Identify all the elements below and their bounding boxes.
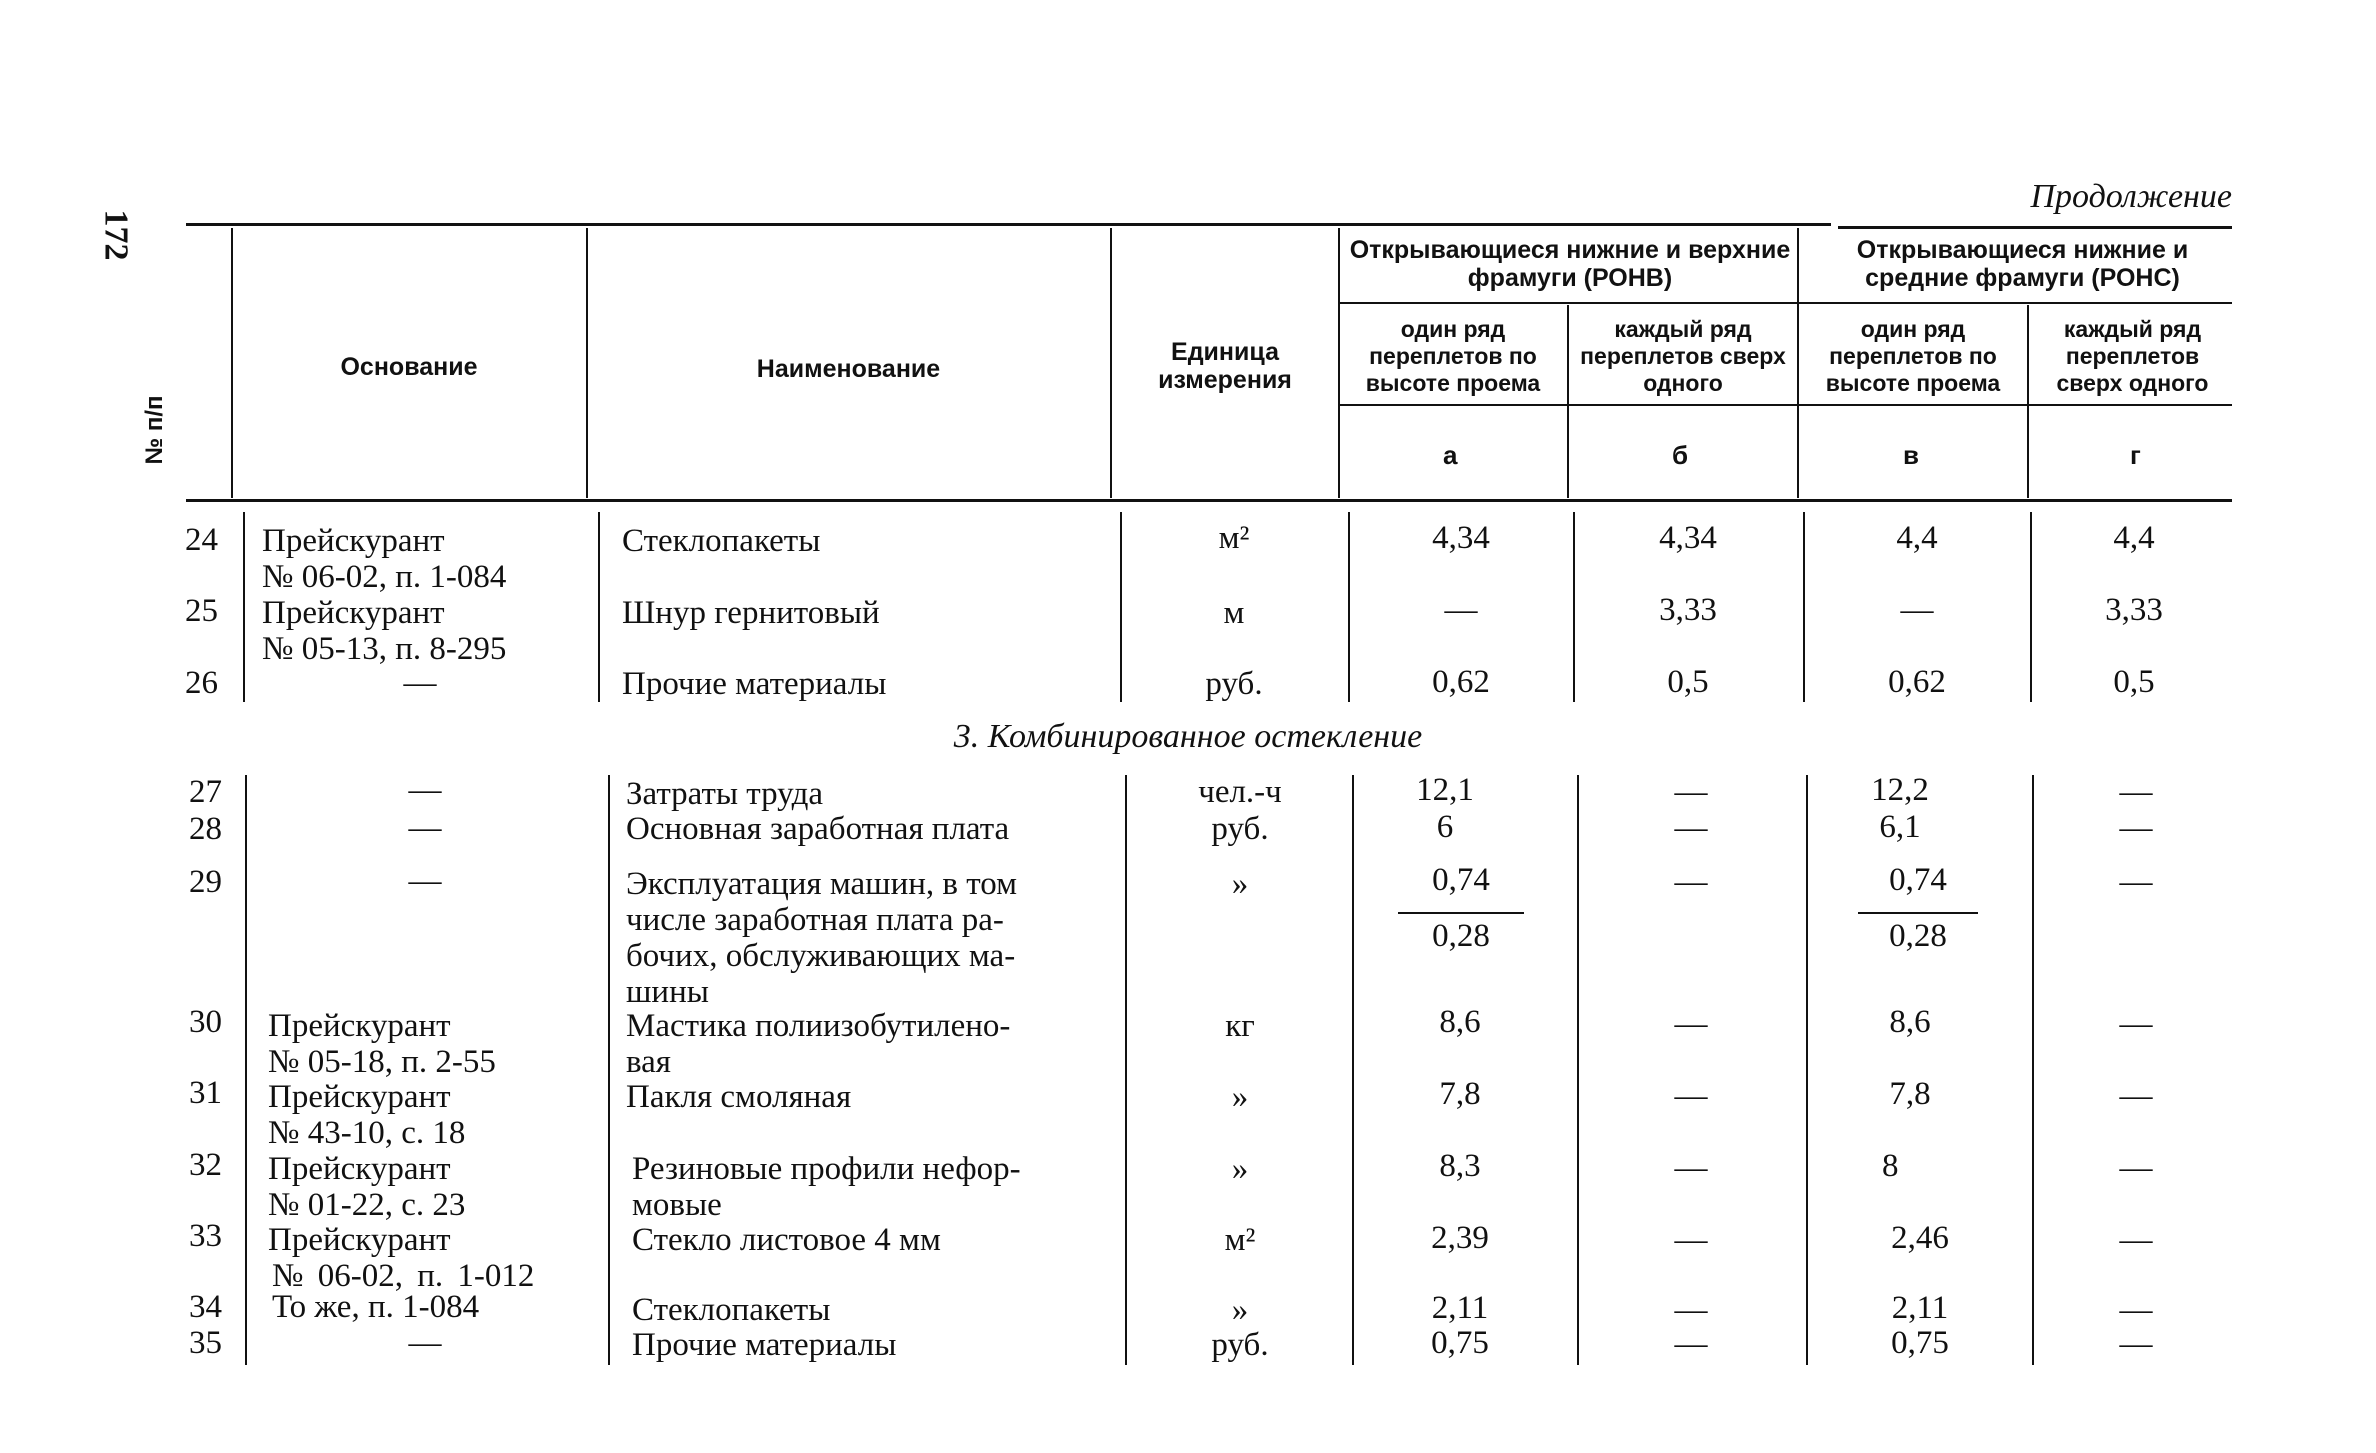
basis-line: — [408, 863, 442, 899]
value-b: — [1674, 1292, 1708, 1328]
table-top-rule [186, 223, 1831, 226]
item-name-line: Резиновые профили нефор- [632, 1151, 1021, 1187]
column-letter-b: б [1672, 440, 1689, 470]
item-name: Прочие материалы [632, 1327, 897, 1363]
item-name: Стеклопакеты [622, 523, 821, 559]
row-number: 31 [189, 1075, 222, 1111]
row-number: 27 [189, 774, 222, 810]
basis-line: № 43-10, с. 18 [268, 1115, 466, 1151]
item-name: Шнур гернитовый [622, 595, 880, 631]
value-v: 2,46 [1891, 1220, 1949, 1256]
fraction-bar [1398, 912, 1524, 914]
fraction-numerator: 0,74 [1432, 862, 1490, 898]
basis-line: — [408, 1325, 442, 1361]
basis-line: То же, п. 1-084 [272, 1289, 480, 1325]
value-g: 0,5 [2113, 664, 2155, 700]
unit-value: м² [1224, 1222, 1256, 1258]
basis-line: Прейскурант [268, 1079, 451, 1115]
value-b: — [1674, 1006, 1708, 1042]
row-number: 33 [189, 1218, 222, 1254]
value-g: — [2119, 1292, 2153, 1328]
item-name-line: числе заработная плата ра- [626, 902, 1004, 938]
value-a: 7,8 [1439, 1076, 1481, 1112]
value-a: 8,6 [1439, 1004, 1481, 1040]
value-b: — [1674, 864, 1708, 900]
value-b: — [1674, 1326, 1708, 1362]
column-letter-a: а [1443, 440, 1458, 470]
unit-value: » [1231, 1151, 1249, 1187]
row-number: 28 [189, 811, 222, 847]
basis-line: № 05-13, п. 8-295 [262, 631, 507, 667]
column-letter-g: г [2130, 440, 2141, 470]
unit-value: » [1231, 866, 1249, 902]
body-divider [598, 512, 600, 702]
item-name: Основная заработная плата [626, 811, 1010, 847]
row-number: 29 [189, 864, 222, 900]
value-v: 0,75 [1891, 1325, 1949, 1361]
basis-line: Прейскурант [262, 523, 445, 559]
value-a: 0,62 [1432, 664, 1490, 700]
basis-line: № 01-22, с. 23 [268, 1187, 466, 1223]
column-letter-v: в [1903, 440, 1919, 470]
body-divider [1352, 775, 1354, 1365]
unit-value: кг [1225, 1008, 1255, 1044]
item-name: Прочие материалы [622, 666, 887, 702]
body-divider [2030, 512, 2032, 702]
value-b: — [1674, 1222, 1708, 1258]
body-divider [1806, 775, 1808, 1365]
body-divider [1348, 512, 1350, 702]
value-g: 4,4 [2113, 520, 2155, 556]
basis-header: Основание [340, 353, 478, 381]
section-title: 3. Комбинированное остекление [953, 718, 1423, 755]
unit-value: руб. [1211, 811, 1269, 847]
row-number: 25 [185, 593, 218, 629]
value-v: — [1900, 592, 1934, 628]
value-g: — [2119, 1078, 2153, 1114]
value-a: — [1444, 592, 1478, 628]
subheader-g: каждый ряд переплетов сверх одного [2056, 316, 2209, 396]
basis-line: Прейскурант [268, 1151, 451, 1187]
row-number: 24 [185, 522, 218, 558]
unit-header: Единица измерения [1158, 338, 1292, 394]
body-divider [1577, 775, 1579, 1365]
basis-line: № 05-18, п. 2-55 [268, 1044, 496, 1080]
header-divider [2027, 305, 2029, 498]
header-bottom-rule [186, 499, 2232, 502]
value-g: — [2119, 1150, 2153, 1186]
value-v: 0,62 [1888, 664, 1946, 700]
value-v: 2,11 [1891, 1290, 1949, 1326]
body-divider [608, 775, 610, 1365]
value-b: — [1674, 1078, 1708, 1114]
item-name-line: бочих, обслуживающих ма- [626, 938, 1016, 974]
value-g: — [2119, 810, 2153, 846]
table-top-rule-right [1838, 226, 2232, 229]
value-b: — [1674, 774, 1708, 810]
unit-value: руб. [1205, 666, 1263, 702]
body-divider [1573, 512, 1575, 702]
value-v: 8 [1882, 1148, 1899, 1184]
header-divider [1797, 228, 1799, 498]
value-b: 3,33 [1659, 592, 1717, 628]
fraction-a [1398, 862, 1524, 962]
row-number: 34 [189, 1289, 222, 1325]
value-b: — [1674, 810, 1708, 846]
value-b: 4,34 [1659, 520, 1717, 556]
value-g: — [2119, 774, 2153, 810]
unit-value: м [1223, 595, 1245, 631]
basis-line: — [403, 665, 437, 701]
basis-line: № 06-02, п. 1-012 [272, 1258, 535, 1294]
body-divider [1125, 775, 1127, 1365]
group2-header: Открывающиеся нижние и средние фрамуги (РОНС) [1856, 236, 2189, 292]
row-number: 26 [185, 665, 218, 701]
row-number-header: № п/п [141, 395, 168, 465]
header-divider [1110, 228, 1112, 498]
value-b: 0,5 [1667, 664, 1709, 700]
unit-value: руб. [1211, 1327, 1269, 1363]
item-name-line: шины [626, 974, 709, 1010]
header-subhead-rule [1338, 404, 2232, 406]
value-v: 6,1 [1879, 809, 1921, 845]
fraction-numerator: 0,74 [1889, 862, 1947, 898]
header-group-rule [1338, 302, 2232, 304]
value-g: 3,33 [2105, 592, 2163, 628]
body-divider [2032, 775, 2034, 1365]
unit-value: » [1231, 1292, 1249, 1328]
row-number: 35 [189, 1325, 222, 1361]
subheader-b: каждый ряд переплетов сверх одного [1580, 316, 1786, 396]
basis-line: Прейскурант [268, 1222, 451, 1258]
value-v: 7,8 [1889, 1076, 1931, 1112]
group1-header: Открывающиеся нижние и верхние фрамуги (РОНВ) [1349, 236, 1791, 292]
name-header: Наименование [756, 355, 941, 383]
item-name: Стеклопакеты [632, 1292, 831, 1328]
value-g: — [2119, 1326, 2153, 1362]
fraction-v [1858, 862, 1978, 962]
continuation-label: Продолжение [2030, 178, 2232, 215]
item-name-line: мовые [632, 1187, 722, 1223]
item-name-line: вая [626, 1044, 671, 1080]
basis-line: Прейскурант [268, 1008, 451, 1044]
unit-value: чел.-ч [1198, 774, 1282, 810]
value-v: 12,2 [1871, 772, 1929, 808]
row-number: 30 [189, 1004, 222, 1040]
value-a: 2,39 [1431, 1220, 1489, 1256]
value-v: 4,4 [1896, 520, 1938, 556]
basis-line: — [408, 772, 442, 808]
value-a: 0,75 [1431, 1325, 1489, 1361]
value-g: — [2119, 864, 2153, 900]
fraction-bar [1858, 912, 1978, 914]
basis-line: № 06-02, п. 1-084 [262, 559, 507, 595]
subheader-v: один ряд переплетов по высоте проема [1825, 316, 2001, 396]
value-v: 8,6 [1889, 1004, 1931, 1040]
basis-line: — [408, 810, 442, 846]
body-divider [1120, 512, 1122, 702]
value-a: 12,1 [1416, 772, 1474, 808]
page-number: 172 [97, 209, 135, 261]
value-b: — [1674, 1150, 1708, 1186]
value-g: — [2119, 1006, 2153, 1042]
fraction-denominator: 0,28 [1432, 918, 1490, 954]
value-a: 8,3 [1439, 1148, 1481, 1184]
row-number: 32 [189, 1147, 222, 1183]
subheader-a: один ряд переплетов по высоте проема [1365, 316, 1541, 396]
unit-value: м² [1218, 520, 1250, 556]
value-a: 6 [1436, 809, 1454, 845]
value-g: — [2119, 1222, 2153, 1258]
basis-line: Прейскурант [262, 595, 445, 631]
item-name-line: Мастика полиизобутилено- [626, 1008, 1011, 1044]
header-divider [1567, 305, 1569, 498]
value-a: 2,11 [1431, 1290, 1489, 1326]
value-a: 4,34 [1432, 520, 1490, 556]
item-name-line: Эксплуатация машин, в том [626, 866, 1017, 902]
item-name: Стекло листовое 4 мм [632, 1222, 941, 1258]
unit-value: » [1231, 1079, 1249, 1115]
fraction-denominator: 0,28 [1889, 918, 1947, 954]
item-name: Затраты труда [626, 776, 824, 812]
item-name: Пакля смоляная [626, 1079, 852, 1115]
body-divider [1803, 512, 1805, 702]
